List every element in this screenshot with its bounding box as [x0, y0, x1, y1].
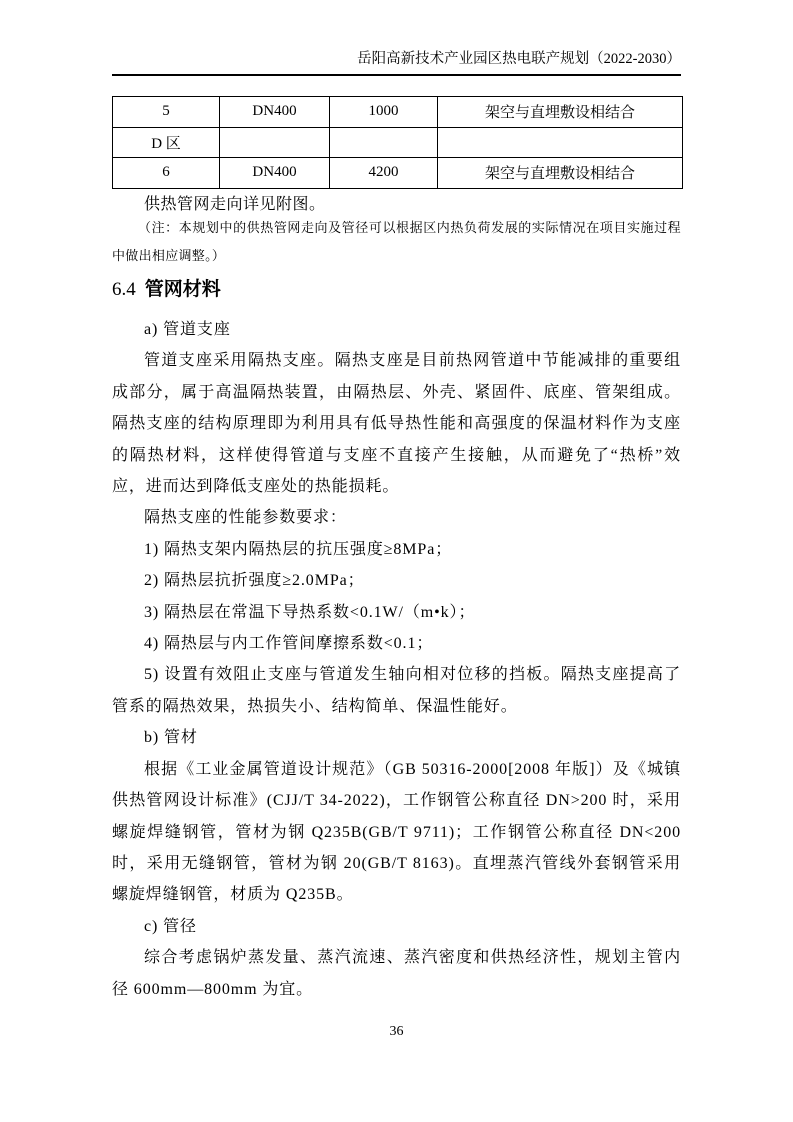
paragraph-pipe-support: 管道支座采用隔热支座。隔热支座是目前热网管道中节能减排的重要组成部分，属于高温隔热装置，由隔热层、外壳、紧固件、底座、管架组成。隔热支座的结构原理即为利用具有低导热性能和高强度的保温材料作为支座的隔热材料，这样使得管道与支座不直接产生接触，从而避免了“热桥”效应，进而达到降低支座处的热能损耗。 — [112, 352, 681, 496]
paragraph-network-map: 供热管网走向详见附图。 — [144, 196, 326, 213]
table-cell-empty — [220, 127, 330, 158]
paragraph-params-intro: 隔热支座的性能参数要求： — [144, 509, 347, 527]
spec-item-2: 2) 隔热层抗折强度≥2.0MPa； — [144, 572, 365, 590]
table-cell-diameter: DN400 — [220, 97, 330, 128]
section-heading-6-4 — [112, 276, 221, 304]
table-cell-empty — [438, 127, 683, 158]
table-cell-length: 4200 — [330, 158, 438, 189]
table-cell-zone: D 区 — [113, 127, 220, 158]
table-row — [113, 97, 683, 128]
table-cell-seq: 5 — [113, 97, 220, 128]
body-text — [112, 314, 681, 1005]
table-cell-diameter: DN400 — [220, 158, 330, 189]
page-number: 36 — [389, 1024, 404, 1039]
table-row — [113, 158, 683, 189]
subitem-c-label: c) 管径 — [144, 917, 197, 935]
paragraph-pipe-material: 根据《工业金属管道设计规范》（GB 50316-2000[2008 年版]）及《城镇供热管网设计标准》(CJJ/T 34-2022)，工作钢管公称直径 DN>200 时，采用螺旋焊缝钢管，管材为钢 Q235B(GB/T 9711)；工作钢管公称直径 DN<200 时，采用无缝钢管，管材为钢 20(GB/T 8163)。直埋蒸汽管线外套钢管采用螺旋焊缝钢管，材质为 Q235B。 — [112, 760, 681, 904]
spec-item-3: 3) 隔热层在常温下导热系数<0.1W/（m•k）； — [144, 603, 476, 621]
section-number: 6.4 — [112, 279, 136, 300]
running-header — [112, 48, 681, 76]
table-cell-length: 1000 — [330, 97, 438, 128]
paragraph-note: （注：本规划中的供热管网走向及管径可以根据区内热负荷发展的实际情况在项目实施过程中做出相应调整。） — [112, 220, 681, 263]
subitem-a-label: a) 管道支座 — [144, 321, 231, 338]
table-cell-laying: 架空与直埋敷设相结合 — [438, 158, 683, 189]
table-row — [113, 127, 683, 158]
subitem-b-label: b) 管材 — [144, 729, 198, 747]
table-cell-seq: 6 — [113, 158, 220, 189]
table-cell-empty — [330, 127, 438, 158]
page-footer — [0, 1024, 793, 1040]
table-cell-laying: 架空与直埋敷设相结合 — [438, 97, 683, 128]
paragraph-pipe-diameter: 综合考虑锅炉蒸发量、蒸汽流速、蒸汽密度和供热经济性，规划主管内径 600mm—800mm 为宜。 — [112, 949, 681, 998]
spec-item-1: 1) 隔热支架内隔热层的抗压强度≥8MPa； — [144, 540, 453, 558]
section-title: 管网材料 — [144, 279, 221, 300]
spec-item-5: 5) 设置有效阻止支座与管道发生轴向相对位移的挡板。隔热支座提高了管系的隔热效果，热损失小、结构简单、保温性能好。 — [112, 666, 681, 715]
running-header-title: 岳阳高新技术产业园区热电联产规划（2022-2030） — [357, 51, 681, 67]
spec-item-4: 4) 隔热层与内工作管间摩擦系数<0.1； — [144, 635, 434, 653]
heating-pipe-table — [112, 96, 683, 189]
